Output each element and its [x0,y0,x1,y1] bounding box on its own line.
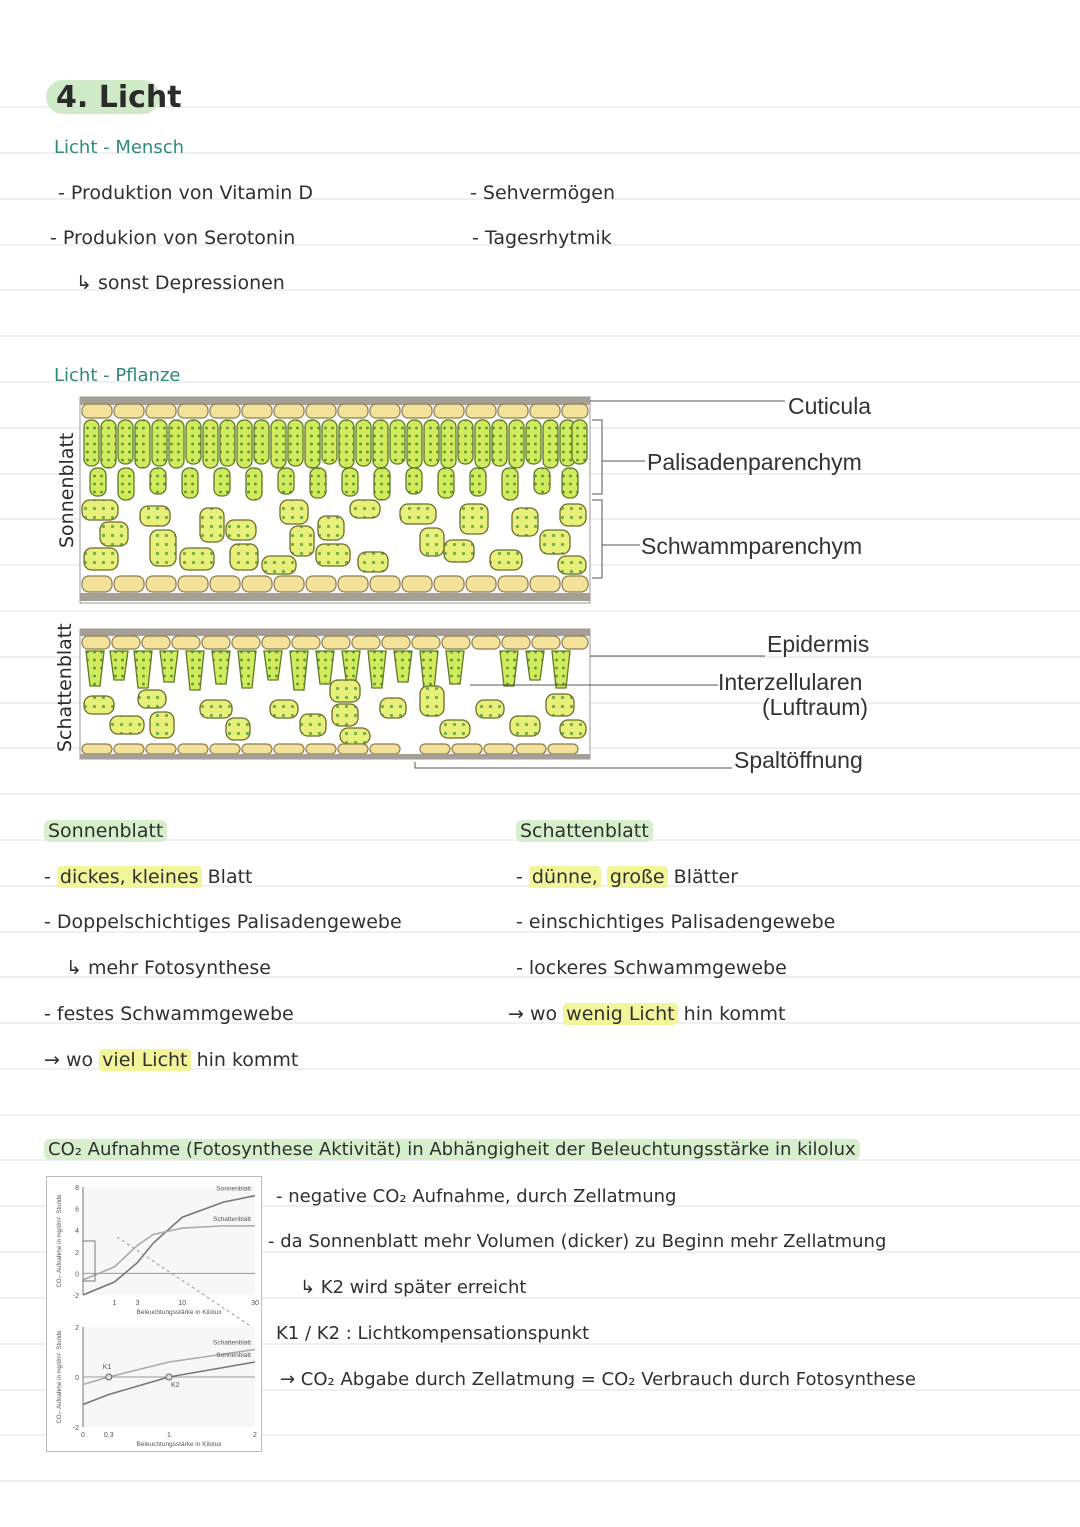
co2-chart-svg [47,1177,263,1453]
sun-leaf-point-1: - dickes, kleines Blatt [44,866,253,888]
side-label-shade-leaf: Schattenblatt [54,623,76,752]
co2-note-2: - da Sonnenblatt mehr Volumen (dicker) zu Beginn mehr Zellatmung [268,1231,887,1252]
shade-leaf-title: Schattenblatt [516,820,653,842]
label-cuticula: Cuticula [788,393,872,419]
label-epidermis: Epidermis [767,631,870,657]
chart-1-x-tick: 0,3 [103,1432,114,1439]
chart-0-legend-sonnenblatt: Sonnenblatt [216,1185,251,1193]
label-spongy: Schwammparenchym [641,533,863,559]
label-stoma: Spaltöffnung [734,747,863,773]
human-item-serotonin: - Produkion von Serotonin [50,227,296,249]
chart-0-y-tick: 4 [75,1228,79,1236]
chart-1-y-tick: 0 [75,1375,79,1382]
chart-1-marker-k2 [166,1374,172,1380]
chart-0-y-tick: 6 [75,1206,79,1214]
chart-1-y-label: CO₂- Aufnahme in mg/dm²· Stunde [57,1330,63,1424]
co2-section-title: CO₂ Aufnahme (Fotosynthese Aktivität) in Abhängigheit der Beleuchtungsstärke in kilolux [44,1139,1074,1160]
chart-1-x-tick: 1 [167,1432,171,1439]
chart-1-y-tick: -2 [72,1425,79,1432]
chart-1-legend-schattenblatt: Schattenblatt [213,1339,251,1347]
shade-leaf-point-1: - dünne, große Blätter [516,866,739,888]
sun-leaf-point-4: - festes Schwammgewebe [44,1003,294,1025]
chart-0-legend-schattenblatt: Schattenblatt [213,1215,251,1223]
shade-leaf-point-2: - einschichtiges Palisadengewebe [516,911,836,933]
chart-0-x-tick: 1 [112,1300,117,1307]
sun-leaf-title: Sonnenblatt [44,820,167,842]
chart-0-x-tick: 30 [251,1300,259,1307]
co2-note-1: - negative CO₂ Aufnahme, durch Zellatmung [276,1186,677,1207]
human-item-rhythm: - Tagesrhytmik [472,227,612,249]
chart-0-x-tick: 10 [178,1300,187,1307]
chart-0-y-label: CO₂- Aufnahme in mg/dm²· Stunde [57,1194,63,1288]
human-item-vision: - Sehvermögen [470,182,616,204]
chart-0-x-tick: 3 [135,1300,140,1307]
chart-0-x-label: Beleuchtungsstärke in Kilolux [136,1309,222,1316]
sun-leaf [80,397,590,603]
chart-1-label-k2: K2 [171,1382,180,1389]
chart-1-x-tick: 2 [253,1432,257,1439]
chart-0-y-tick: 8 [75,1185,79,1192]
shade-leaf [80,629,590,759]
chart-1-x-label: Beleuchtungsstärke in Kilolux [136,1441,222,1448]
sun-leaf-point-5: → wo viel Licht hin kommt [44,1049,299,1071]
page-title: 4. Licht [56,80,182,115]
chart-0-y-tick: 2 [75,1249,79,1257]
chart-0-plot-area [83,1187,255,1295]
chart-1-legend-sonnenblatt: Sonnenblatt [216,1352,251,1359]
label-airspace: (Luftraum) [762,694,869,720]
shade-leaf-point-3: - lockeres Schwammgewebe [516,957,787,979]
chart-1-label-k1: K1 [102,1364,112,1371]
chart-0-y-tick: 0 [75,1271,79,1279]
co2-note-5: → CO₂ Abgabe durch Zellatmung = CO₂ Verbrauch durch Fotosynthese [280,1369,917,1390]
chart-0-y-tick: -2 [72,1293,79,1300]
label-intercellular: Interzellularen [718,669,863,695]
sun-leaf-point-2: - Doppelschichtiges Palisadengewebe [44,911,402,933]
section-title-plant: Licht - Pflanze [54,365,181,386]
shade-leaf-point-4: → wo wenig Licht hin kommt [508,1003,786,1025]
human-item-depression: ↳ sonst Depressionen [76,272,285,294]
co2-note-4: K1 / K2 : Lichtkompensationspunkt [276,1323,590,1344]
chart-1-marker-k1 [106,1374,112,1380]
section-title-human: Licht - Mensch [54,137,185,158]
human-item-vitamin: - Produktion von Vitamin D [58,182,313,204]
sun-leaf-point-3: ↳ mehr Fotosynthese [66,957,271,979]
co2-graph [46,1176,262,1452]
side-label-sun-leaf: Sonnenblatt [56,432,78,548]
co2-note-3: ↳ K2 wird später erreicht [300,1277,527,1298]
chart-1-x-tick: 0 [81,1432,85,1439]
label-palisade: Palisadenparenchym [647,449,862,475]
chart-1-y-tick: 2 [75,1325,79,1332]
